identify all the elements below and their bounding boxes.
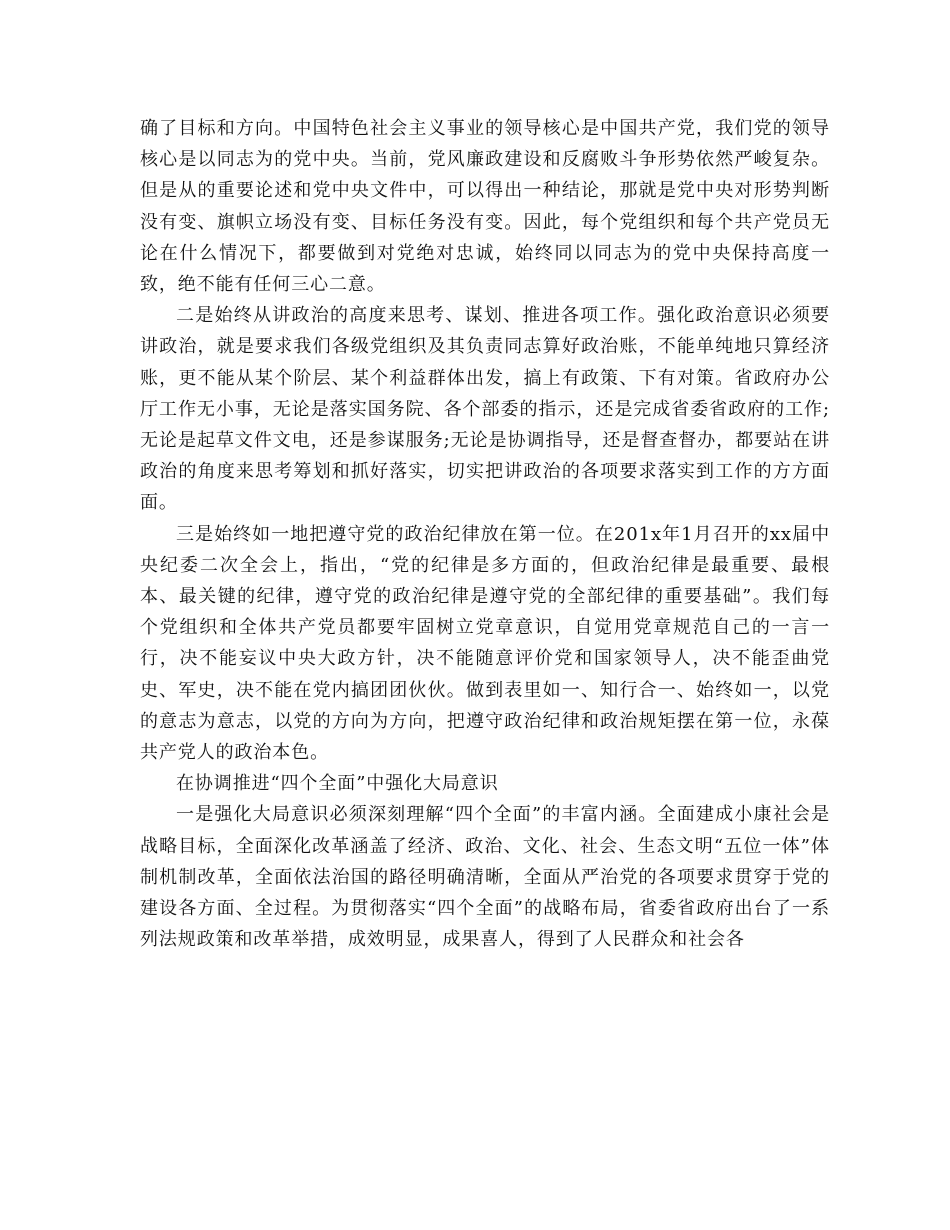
paragraph-four-comprehensives: 一是强化大局意识必须深刻理解“四个全面”的丰富内涵。全面建成小康社会是战略目标，全面深化改革涵盖了经济、政治、文化、社会、生态文明“五位一体”体制机制改革，全面依法治国的路径明确清晰，全面从严治党的各项要求贯穿于党的建设各方面、全过程。为贯彻落实“四个全面”的战略布局，省委省政府出台了一系列法规政策和改革举措，成效明显，成果喜人，得到了人民群众和社会各 [140, 804, 830, 951]
paragraph-political-height: 二是始终从讲政治的高度来思考、谋划、推进各项工作。强化政治意识必须要讲政治，就是要求我们各级党组织及其负责同志算好政治账，不能单纯地只算经济账，更不能从某个阶层、某个利益群体出发，搞上有政策、下有对策。省政府办公厅工作无小事，无论是落实国务院、各个部委的指示，还是完成省委省政府的工作;无论是起草文件文电，还是参谋服务;无论是协调指导，还是督查督办，都要站在讲政治的角度来思考筹划和抓好落实，切实把讲政治的各项要求落实到工作的方方面面。 [140, 305, 830, 514]
document-body [140, 113, 830, 955]
paragraph-political-discipline: 三是始终如一地把遵守党的政治纪律放在第一位。在201x年1月召开的xx届中央纪委二次全会上，指出，“党的纪律是多方面的，但政治纪律是最重要、最根本、最关键的纪律，遵守党的政治纪律是遵守党的全部纪律的重要基础”。我们每个党组织和全体共产党员都要牢固树立党章意识，自觉用党章规范自己的一言一行，决不能妄议中央大政方针，决不能随意评价党和国家领导人，决不能歪曲党史、军史，决不能在党内搞团团伙伙。做到表里如一、知行合一、始终如一，以党的意志为意志，以党的方向为方向，把遵守政治纪律和政治规矩摆在第一位，永葆共产党人的政治本色。 [140, 523, 830, 764]
paragraph-continuation: 确了目标和方向。中国特色社会主义事业的领导核心是中国共产党，我们党的领导核心是以同志为的党中央。当前，党风廉政建设和反腐败斗争形势依然严峻复杂。但是从的重要论述和党中央文件中，可以得出一种结论，那就是党中央对形势判断没有变、旗帜立场没有变、目标任务没有变。因此，每个党组织和每个共产党员无论在什么情况下，都要做到对党绝对忠诚，始终同以同志为的党中央保持高度一致，绝不能有任何三心二意。 [140, 118, 830, 296]
section-heading: 在协调推进“四个全面”中强化大局意识 [176, 773, 499, 795]
